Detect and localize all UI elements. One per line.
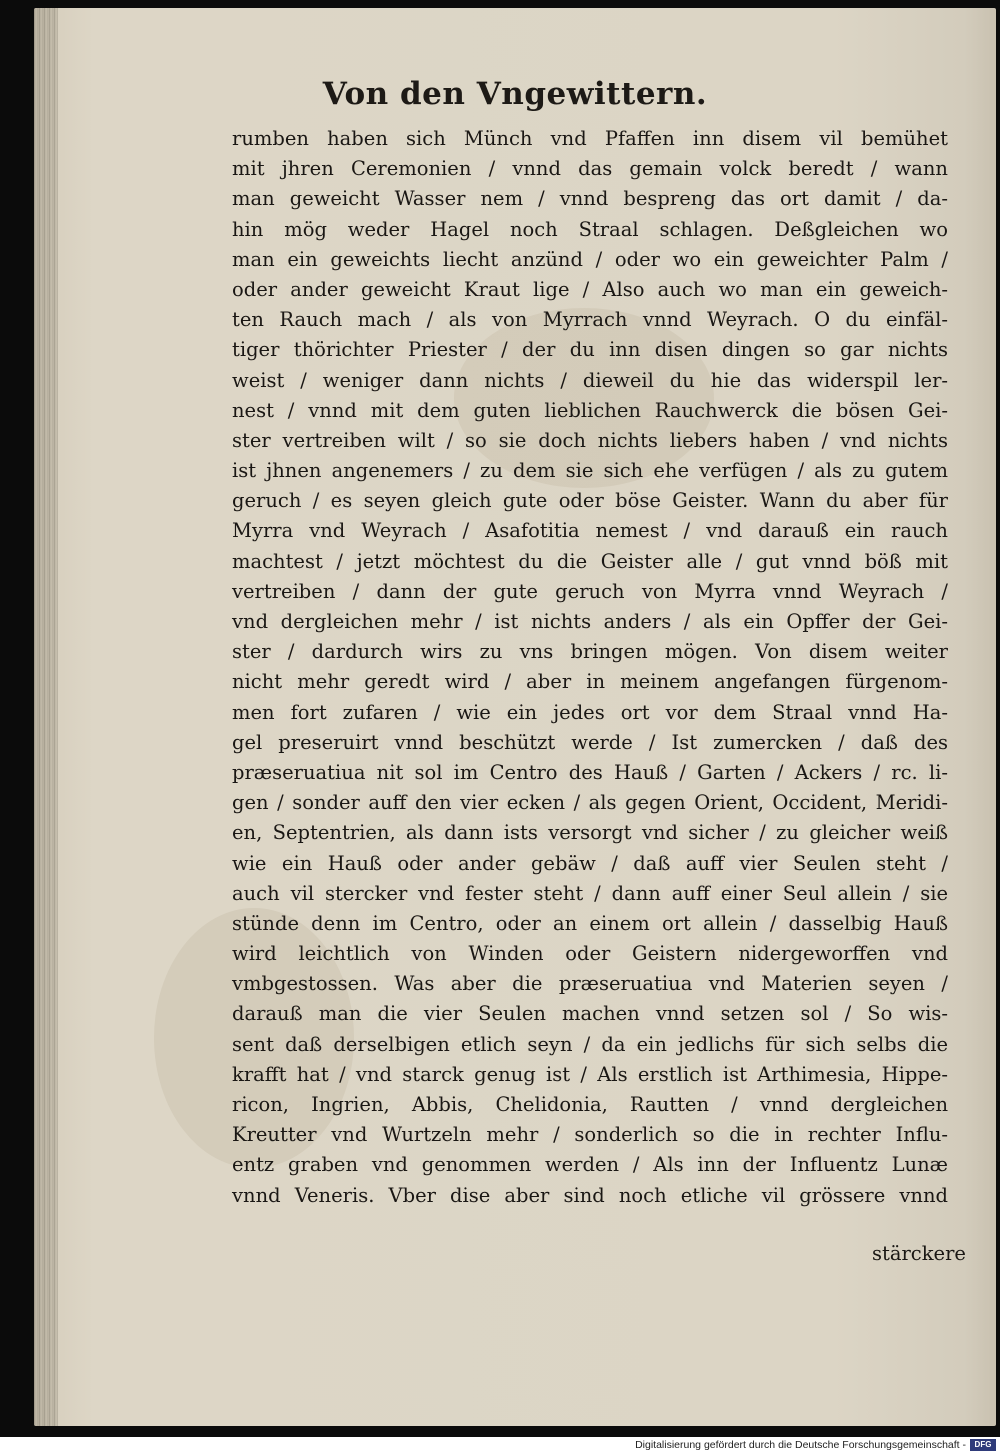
text-line: Kreutter vnd Wurtzeln mehr / sonderlich so die in rechter Influ- [232,1123,948,1147]
text-line: auch vil stercker vnd fester steht / dann auff einer Seul allein / sie [232,881,948,905]
text-line: tiger thörichter Priester / der du inn disen dingen so gar nichts [232,338,948,362]
text-line: man geweicht Wasser nem / vnnd bespreng das ort damit / da- [232,187,948,211]
text-line: oder ander geweicht Kraut lige / Also auch wo man ein geweich- [232,277,948,301]
text-line: vnd dergleichen mehr / ist nichts anders / als ein Opffer der Gei- [232,610,948,633]
text-line: hin mög weder Hagel noch Straal schlagen. Deßgleichen wo [232,217,948,241]
text-line: entz graben vnd genommen werden / Als inn der Influentz Lunæ [232,1153,948,1177]
page-gutter-edge [34,8,58,1426]
text-line: nest / vnnd mit dem guten lieblichen Rauchwerck die bösen Gei- [232,398,948,422]
text-line: weist / weniger dann nichts / dieweil du hie das widerspil ler- [232,368,948,392]
book-page [34,8,996,1426]
text-line: man ein geweichts liecht anzünd / oder wo ein geweichter Palm / [232,247,948,271]
text-line: machtest / jetzt möchtest du die Geister alle / gut vnnd böß mit [232,549,948,573]
text-line: vertreiben / dann der gute geruch von Myrra vnnd Weyrach / [232,579,948,603]
funding-credit: Digitalisierung gefördert durch die Deutsche Forschungsgemeinschaft - [635,1439,966,1451]
footer-bar [0,1437,1000,1453]
text-line: ten Rauch mach / als von Myrrach vnnd Weyrach. O du einfäl- [232,308,948,332]
text-line: ist jhnen angenemers / zu dem sie sich ehe verfügen / als zu gutem [232,459,948,483]
text-line: stünde denn im Centro, oder an einem ort allein / dasselbig Hauß [232,911,948,935]
text-line: ster vertreiben wilt / so sie doch nichts liebers haben / vnd nichts [232,428,948,452]
text-line: gel preseruirt vnnd beschützt werde / Ist zumercken / daß des [232,730,948,754]
text-line: ricon, Ingrien, Abbis, Chelidonia, Rautten / vnnd dergleichen [232,1093,948,1116]
text-line: mit jhren Ceremonien / vnnd das gemain volck beredt / wann [232,157,948,181]
text-line: nicht mehr geredt wird / aber in meinem angefangen fürgenom- [232,670,948,694]
running-head: Von den Vngewittern. [322,76,708,112]
text-line: wie ein Hauß oder ander gebäw / daß auff vier Seulen steht / [232,851,948,875]
text-line: rumben haben sich Münch vnd Pfaffen inn disem vil bemühet [232,127,948,150]
text-line: geruch / es seyen gleich gute oder böse Geister. Wann du aber für [232,489,948,513]
text-line: krafft hat / vnd starck genug ist / Als erstlich ist Arthimesia, Hippe- [232,1062,948,1086]
dfg-logo: DFG [970,1439,996,1451]
text-line: præseruatiua nit sol im Centro des Hauß / Garten / Ackers / rc. li- [232,760,948,784]
text-line: gen / sonder auff den vier ecken / als gegen Orient, Occident, Meridi- [232,791,948,815]
text-line: vnnd Veneris. Vber dise aber sind noch etliche vil grössere vnnd [232,1183,948,1207]
text-line: en, Septentrien, als dann ists versorgt vnd sicher / zu gleicher weiß [232,821,948,845]
text-line: ster / dardurch wirs zu vns bringen mögen. Von disem weiter [232,640,948,664]
text-line: vmbgestossen. Was aber die præseruatiua vnd Materien seyen / [232,972,948,996]
text-line: sent daß derselbigen etlich seyn / da ein jedlichs für sich selbs die [232,1032,948,1056]
body-text [232,124,948,1211]
catchword: stärckere [872,1242,966,1265]
text-line: Myrra vnd Weyrach / Asafotitia nemest / vnd darauß ein rauch [232,519,948,543]
text-line: darauß man die vier Seulen machen vnnd setzen sol / So wis- [232,1002,948,1026]
text-line: wird leichtlich von Winden oder Geistern nidergeworffen vnd [232,942,948,966]
text-line: men fort zufaren / wie ein jedes ort vor dem Straal vnnd Ha- [232,700,948,724]
